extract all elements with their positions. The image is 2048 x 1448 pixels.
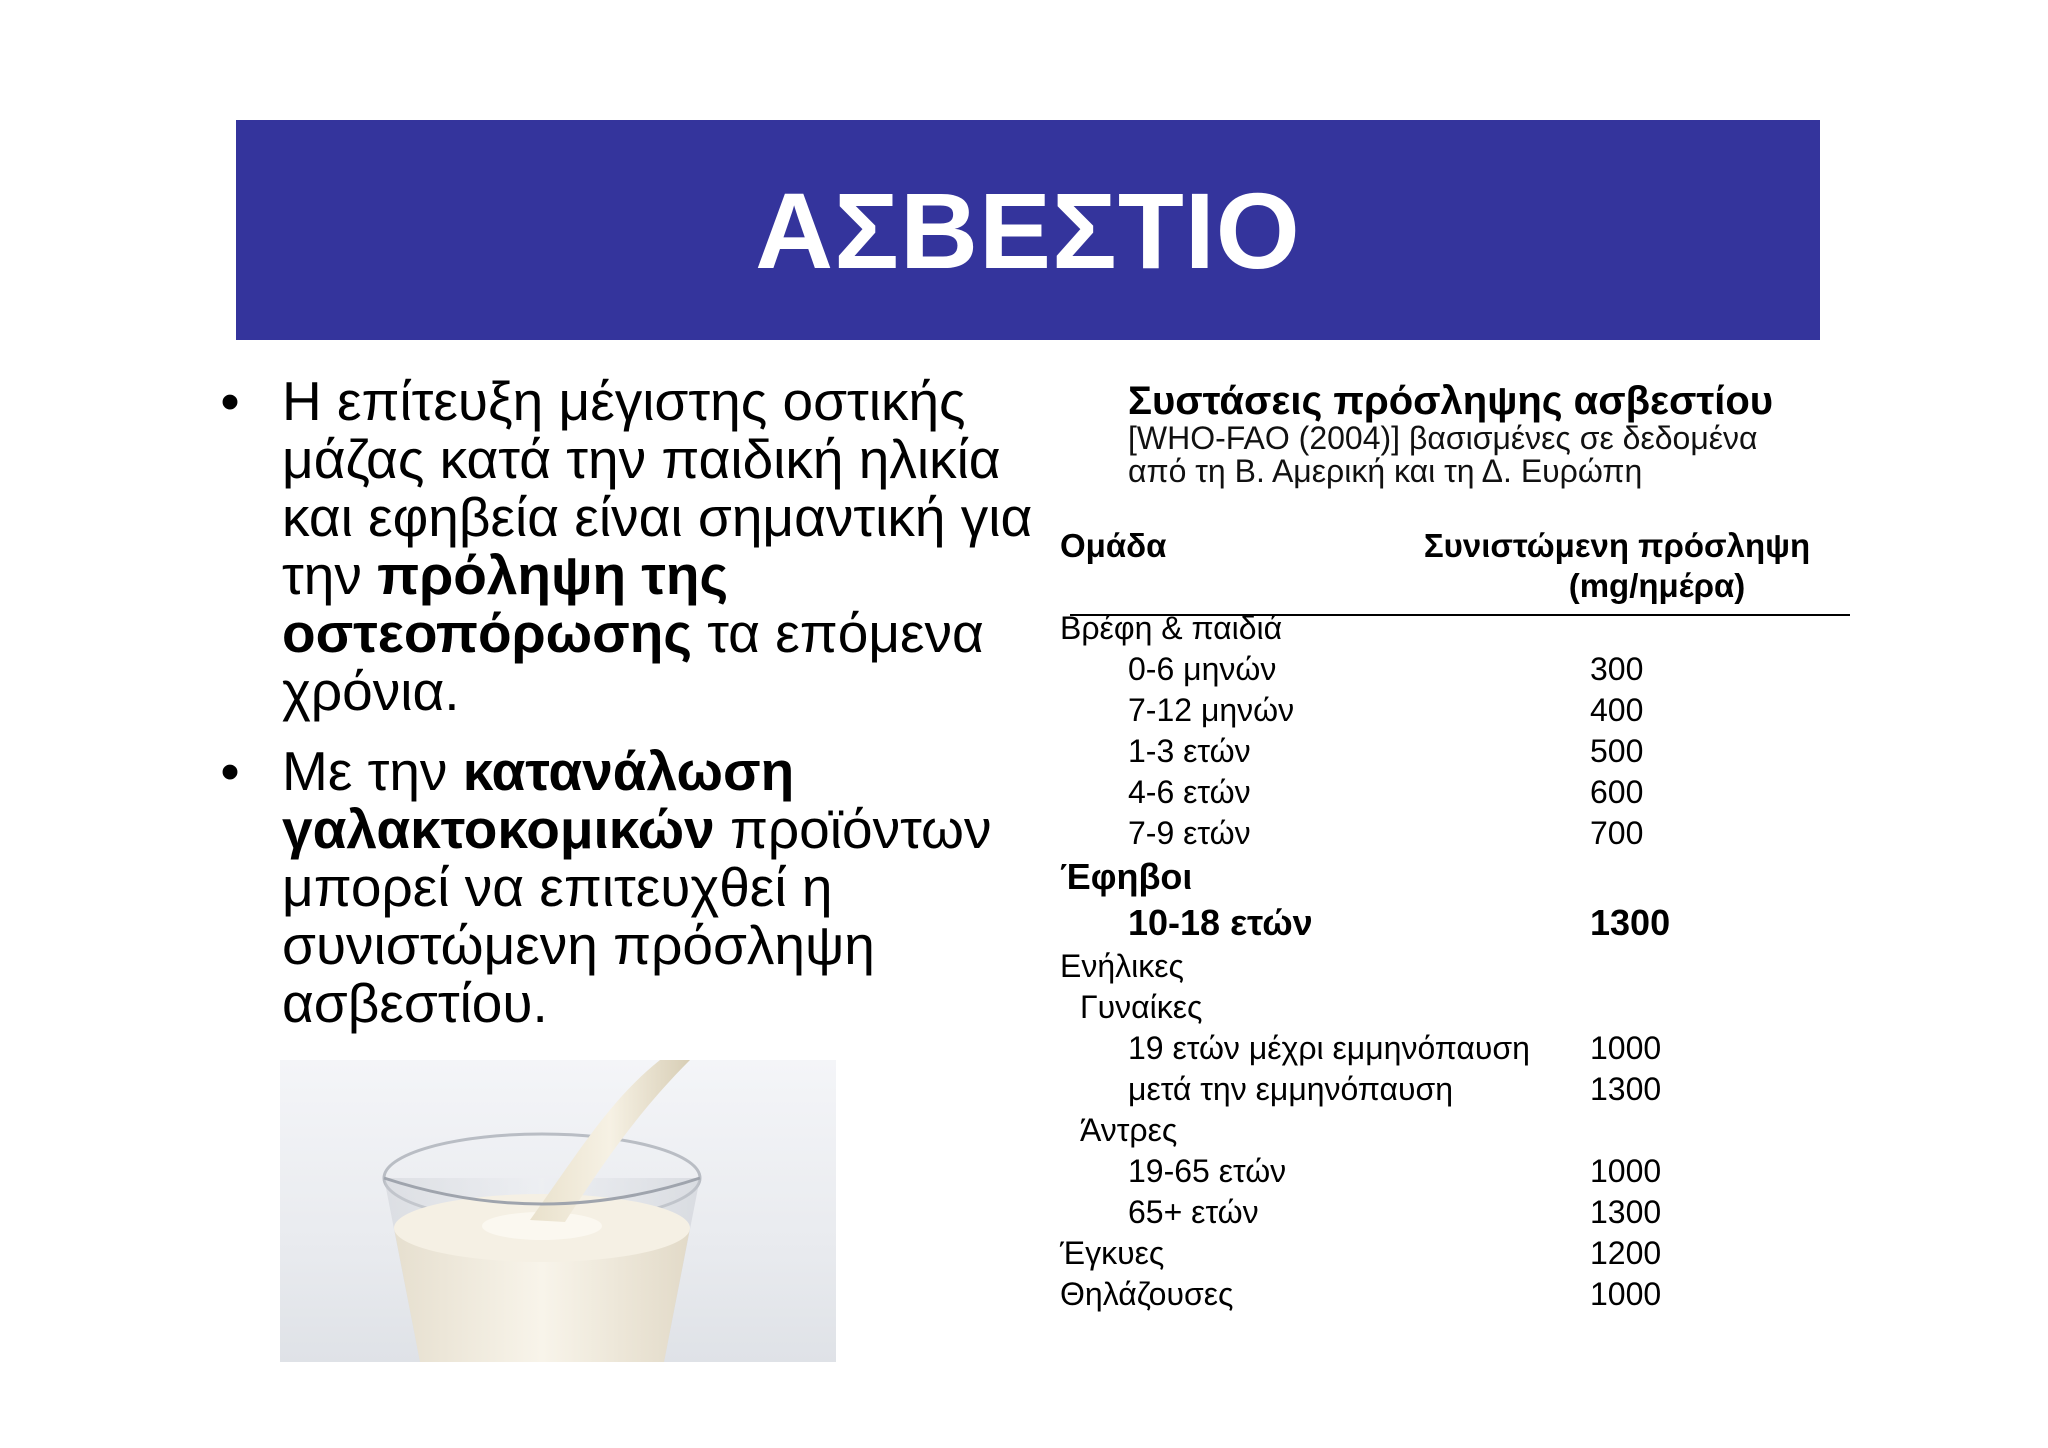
table-row: [1060, 1274, 1850, 1315]
row-intake-value: 700: [1590, 815, 1644, 851]
bullet-item: [210, 742, 1040, 1032]
row-group-label: 1-3 ετών: [1128, 733, 1251, 769]
bullet-text: [282, 370, 1032, 722]
row-intake-value: 500: [1590, 733, 1644, 769]
column-header-intake-line1: Συνιστώμενη πρόσληψη: [1423, 527, 1811, 564]
table-row: [1060, 1028, 1850, 1069]
recommendations-source-line1: [WHO-FAO (2004)] βασισμένες σε δεδομένα: [1128, 420, 1758, 456]
slide-title: ΑΣΒΕΣΤΙΟ: [755, 169, 1301, 291]
row-group-label: 65+ ετών: [1128, 1194, 1259, 1230]
table-row: [1060, 1069, 1850, 1110]
row-group-label: Θηλάζουσες: [1060, 1276, 1234, 1312]
bullet-text-run: προϊόντων μπορεί να επιτευχθεί η συνιστώμενη πρόσληψη ασβεστίου.: [282, 798, 992, 1034]
table-row: [1060, 690, 1850, 731]
recommendations-source-line2: από τη Β. Αμερική και τη Δ. Ευρώπη: [1128, 453, 1643, 489]
table-row: [1060, 1233, 1850, 1274]
row-group-label: μετά την εμμηνόπαυση: [1128, 1071, 1454, 1107]
row-intake-value: 1200: [1590, 1235, 1662, 1271]
row-intake-value: 600: [1590, 774, 1644, 810]
row-group-label: Άντρες: [1080, 1112, 1178, 1148]
title-banner: [236, 120, 1820, 340]
table-row: [1060, 649, 1850, 690]
row-group-label: Γυναίκες: [1080, 989, 1203, 1025]
table-row: [1060, 900, 1850, 946]
row-group-label: 7-12 μηνών: [1128, 692, 1295, 728]
row-group-label: 19 ετών μέχρι εμμηνόπαυση: [1128, 1030, 1530, 1066]
table-row: [1060, 731, 1850, 772]
row-group-label: Έγκυες: [1060, 1235, 1165, 1271]
table-row: [1060, 987, 1850, 1028]
row-intake-value: 1300: [1590, 1194, 1662, 1230]
table-row: [1060, 854, 1850, 900]
row-intake-value: 1000: [1590, 1153, 1662, 1189]
calcium-recommendations: [1060, 380, 1850, 1315]
row-intake-value: 1300: [1590, 902, 1671, 943]
row-group-label: Βρέφη & παιδιά: [1060, 610, 1283, 646]
table-row: [1060, 1192, 1850, 1233]
column-header-group: Ομάδα: [1060, 527, 1167, 564]
table-row: [1060, 1110, 1850, 1151]
column-header-intake-unit: (mg/ημέρα): [1568, 567, 1746, 604]
bullet-text-run: τα επόμενα χρόνια.: [282, 602, 984, 722]
milk-glass-photo: [280, 1060, 836, 1362]
bullet-dot: •: [220, 370, 240, 432]
row-intake-value: 1300: [1590, 1071, 1662, 1107]
row-group-label: 7-9 ετών: [1128, 815, 1251, 851]
bullet-item: [210, 372, 1040, 720]
table-row: [1060, 608, 1850, 649]
recommendations-heading: Συστάσεις πρόσληψης ασβεστίου: [1128, 379, 1774, 423]
bullet-text-bold: κατανάλωση γαλακτοκομικών: [282, 740, 795, 860]
milk-glass-illustration: [280, 1060, 836, 1362]
table-body: [1060, 608, 1850, 1315]
row-group-label: Ενήλικες: [1060, 948, 1184, 984]
table-header: [1060, 526, 1850, 606]
bullet-dot: •: [220, 740, 240, 802]
bullet-list: [210, 372, 1040, 1054]
table-row: [1060, 813, 1850, 854]
bullet-text-bold: πρόληψη της οστεοπόρωσης: [282, 544, 729, 664]
column-header-intake: [1412, 526, 1822, 606]
row-intake-value: 400: [1590, 692, 1644, 728]
row-group-label: Έφηβοι: [1060, 856, 1193, 897]
row-intake-value: 1000: [1590, 1030, 1662, 1066]
row-intake-value: 300: [1590, 651, 1644, 687]
bullet-text-run: Η επίτευξη μέγιστης οστικής μάζας κατά την παιδική ηλικία και εφηβεία είναι σημαντική για την: [282, 370, 1033, 606]
row-group-label: 19-65 ετών: [1128, 1153, 1287, 1189]
table-row: [1060, 772, 1850, 813]
table-row: [1060, 946, 1850, 987]
row-intake-value: 1000: [1590, 1276, 1662, 1312]
bullet-text-run: Με την: [282, 740, 463, 802]
row-group-label: 4-6 ετών: [1128, 774, 1251, 810]
row-group-label: 0-6 μηνών: [1128, 651, 1277, 687]
table-row: [1060, 1151, 1850, 1192]
row-group-label: 10-18 ετών: [1128, 902, 1313, 943]
bullet-text: [282, 740, 991, 1034]
